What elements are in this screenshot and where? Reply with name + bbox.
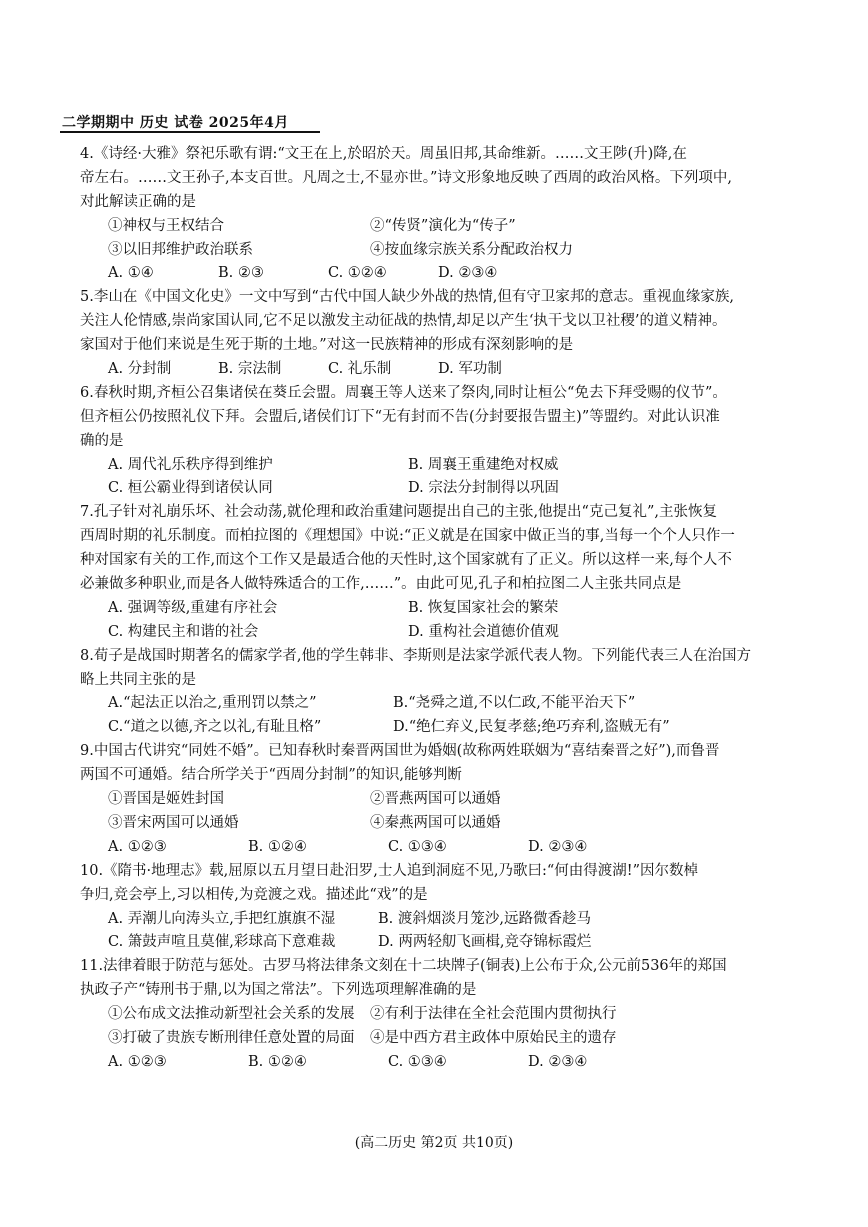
- answer-option[interactable]: A. ①②③: [108, 1053, 167, 1070]
- option-row: [108, 454, 816, 478]
- answer-option[interactable]: C. 构建民主和谐的社会: [108, 623, 259, 640]
- answer-option[interactable]: C. 箫鼓声喧且莫催,彩球高下意难裁: [108, 934, 336, 951]
- question-q5: [80, 286, 816, 382]
- question-text-line: 9.中国古代讲究“同姓不婚”。已知春秋时秦晋两国世为婚姻(故称两姓联姻为“喜结秦晋之好”),而鲁晋: [80, 743, 720, 760]
- answer-option[interactable]: D. 宗法分封制得以巩固: [408, 480, 559, 497]
- question-text-line: 执政子产“铸刑书于鼎,以为国之常法”。下列选项理解准确的是: [80, 982, 477, 999]
- answer-option[interactable]: C. ①③④: [388, 838, 447, 855]
- question-text-line: 8.荀子是战国时期著名的儒家学者,他的学生韩非、李斯则是法家学派代表人物。下列能代表三人在治国方: [80, 647, 751, 664]
- question-q6: [80, 382, 816, 501]
- option-row: [108, 1051, 816, 1075]
- statement-item: ③打破了贵族专断刑律任意处置的局面: [108, 1029, 355, 1046]
- question-list: [80, 143, 816, 1075]
- option-row: [108, 908, 816, 932]
- answer-option[interactable]: C. ①③④: [388, 1053, 447, 1070]
- statement-item: ②“传贤”演化为“传子”: [370, 217, 516, 234]
- answer-option[interactable]: B. 渡斜烟淡月笼沙,远路微香趁马: [378, 910, 591, 927]
- answer-option[interactable]: D. 军功制: [438, 361, 502, 378]
- statement-item: ④是中西方君主政体中原始民主的遗存: [370, 1029, 617, 1046]
- answer-option[interactable]: B.“尧舜之道,不以仁政,不能平治天下”: [393, 695, 636, 712]
- question-text-line: 略上共同主张的是: [80, 671, 196, 688]
- statement-item: ②晋燕两国可以通婚: [370, 791, 501, 808]
- answer-option[interactable]: B. ①②④: [248, 838, 307, 855]
- answer-option[interactable]: B. ①②④: [248, 1053, 307, 1070]
- answer-option[interactable]: C. 桓公霸业得到诸侯认同: [108, 480, 273, 497]
- answer-option[interactable]: A. ①②③: [108, 838, 167, 855]
- option-row: [108, 836, 816, 860]
- answer-option[interactable]: B. 恢复国家社会的繁荣: [408, 599, 559, 616]
- answer-option[interactable]: D. ②③④: [438, 265, 498, 282]
- statement-item: ①公布成文法推动新型社会关系的发展: [108, 1006, 355, 1023]
- statement-row: [108, 1003, 816, 1027]
- answer-option[interactable]: B. ②③: [218, 265, 264, 282]
- question-text-line: 4.《诗经·大雅》祭祀乐歌有谓:“文王在上,於昭於天。周虽旧邦,其命维新。……文王陟(升)降,在: [80, 146, 687, 162]
- option-row: [108, 477, 816, 501]
- answer-option[interactable]: A. 弄潮儿向涛头立,手把红旗旗不湿: [108, 910, 336, 927]
- answer-option[interactable]: A. 分封制: [108, 361, 172, 378]
- question-text-line: 5.李山在《中国文化史》一文中写到“古代中国人缺少外战的热情,但有守卫家邦的意志。重视血缘家族,: [80, 289, 734, 306]
- question-q11: [80, 955, 816, 1074]
- page-footer: (高二历史 第2页 共10页): [354, 1135, 514, 1151]
- statement-item: ④按血缘宗族关系分配政治权力: [370, 241, 573, 258]
- answer-option[interactable]: D. ②③④: [528, 1053, 588, 1070]
- answer-option[interactable]: B. 周襄王重建绝对权威: [408, 456, 559, 473]
- question-q9: [80, 740, 816, 859]
- statement-row: [108, 788, 816, 812]
- option-row: [108, 597, 816, 621]
- answer-option[interactable]: A.“起法正以治之,重刑罚以禁之”: [108, 695, 317, 712]
- question-text-line: 必兼做多种职业,而是各人做特殊适合的工作,……”。由此可见,孔子和柏拉图二人主张共同点是: [80, 576, 682, 593]
- question-text-line: 争归,竞会亭上,习以相传,为竞渡之戏。描述此“戏”的是: [80, 886, 428, 903]
- answer-option[interactable]: C. ①②④: [328, 265, 387, 282]
- question-text-line: 西周时期的礼乐制度。而柏拉图的《理想国》中说:“正义就是在国家中做正当的事,当每一个个人只作一: [80, 528, 735, 545]
- statement-row: [108, 215, 816, 239]
- option-row: [108, 358, 816, 382]
- answer-option[interactable]: A. ①④: [108, 265, 154, 282]
- question-text-line: 家国对于他们来说是生死于斯的土地。”对这一民族精神的形成有深刻影响的是: [80, 337, 574, 354]
- question-text-line: 7.孔子针对礼崩乐坏、社会动荡,就伦理和政治重建问题提出自己的主张,他提出“克己复礼”,主张恢复: [80, 504, 717, 521]
- answer-option[interactable]: D. 重构社会道德价值观: [408, 623, 559, 640]
- answer-option[interactable]: C.“道之以德,齐之以礼,有耻且格”: [108, 719, 322, 736]
- option-row: [108, 692, 816, 716]
- statement-row: [108, 1027, 816, 1051]
- header-rule: [60, 131, 320, 133]
- question-text-line: 10.《隋书·地理志》载,屈原以五月望日赴汨罗,士人追到洞庭不见,乃歌曰:“何由得渡湖!”因尔数棹: [80, 862, 699, 879]
- answer-option[interactable]: C. 礼乐制: [328, 361, 392, 378]
- statement-item: ④秦燕两国可以通婚: [370, 814, 501, 831]
- option-row: [108, 621, 816, 645]
- answer-option[interactable]: A. 周代礼乐秩序得到维护: [108, 456, 273, 473]
- question-text-line: 帝左右。……文王孙子,本支百世。凡周之士,不显亦世。”诗文形象地反映了西周的政治风格。下列项中,: [80, 169, 732, 186]
- question-text-line: 11.法律着眼于防范与惩处。古罗马将法律条文刻在十二块牌子(铜表)上公布于众,公元前536年的郑国: [80, 958, 727, 975]
- option-row: [108, 716, 816, 740]
- page-header: 二学期期中 历史 试卷 2025年4月: [62, 115, 289, 131]
- question-text-line: 6.春秋时期,齐桓公召集诸侯在葵丘会盟。周襄王等人送来了祭肉,同时让桓公“免去下拜受赐的仪节”。: [80, 384, 727, 401]
- answer-option[interactable]: D.“绝仁弃义,民复孝慈;绝巧弃利,盗贼无有”: [393, 719, 670, 736]
- answer-option[interactable]: B. 宗法制: [218, 361, 282, 378]
- question-q8: [80, 645, 816, 741]
- option-row: [108, 931, 816, 955]
- answer-option[interactable]: D. ②③④: [528, 838, 588, 855]
- question-text-line: 关注人伦情感,崇尚家国认同,它不足以激发主动征战的热情,却足以产生‘执干戈以卫社稷’的道义精神。: [80, 313, 727, 330]
- question-q7: [80, 501, 816, 644]
- question-text-line: 两国不可通婚。结合所学关于“西周分封制”的知识,能够判断: [80, 767, 462, 784]
- question-q4: [80, 143, 816, 286]
- statement-item: ①神权与王权结合: [108, 217, 224, 234]
- statement-item: ②有利于法律在全社会范围内贯彻执行: [370, 1006, 617, 1023]
- statement-item: ①晋国是姬姓封国: [108, 791, 224, 808]
- option-row: [108, 262, 816, 286]
- question-text-line: 但齐桓公仍按照礼仪下拜。会盟后,诸侯们订下“无有封而不告(分封要报告盟主)”等盟约。对此认识准: [80, 408, 720, 425]
- statement-row: [108, 812, 816, 836]
- question-text-line: 种对国家有关的工作,而这个工作又是最适合他的天性时,这个国家就有了正义。所以这样一来,每个人不: [80, 552, 732, 569]
- question-text-line: 确的是: [80, 432, 124, 449]
- statement-item: ③晋宋两国可以通婚: [108, 814, 239, 831]
- statement-item: ③以旧邦维护政治联系: [108, 241, 253, 258]
- answer-option[interactable]: A. 强调等级,重建有序社会: [108, 599, 278, 616]
- answer-option[interactable]: D. 两两轻舠飞画楫,竞夺锦标霞烂: [378, 934, 592, 951]
- question-q10: [80, 860, 816, 956]
- statement-row: [108, 239, 816, 263]
- question-text-line: 对此解读正确的是: [80, 193, 196, 210]
